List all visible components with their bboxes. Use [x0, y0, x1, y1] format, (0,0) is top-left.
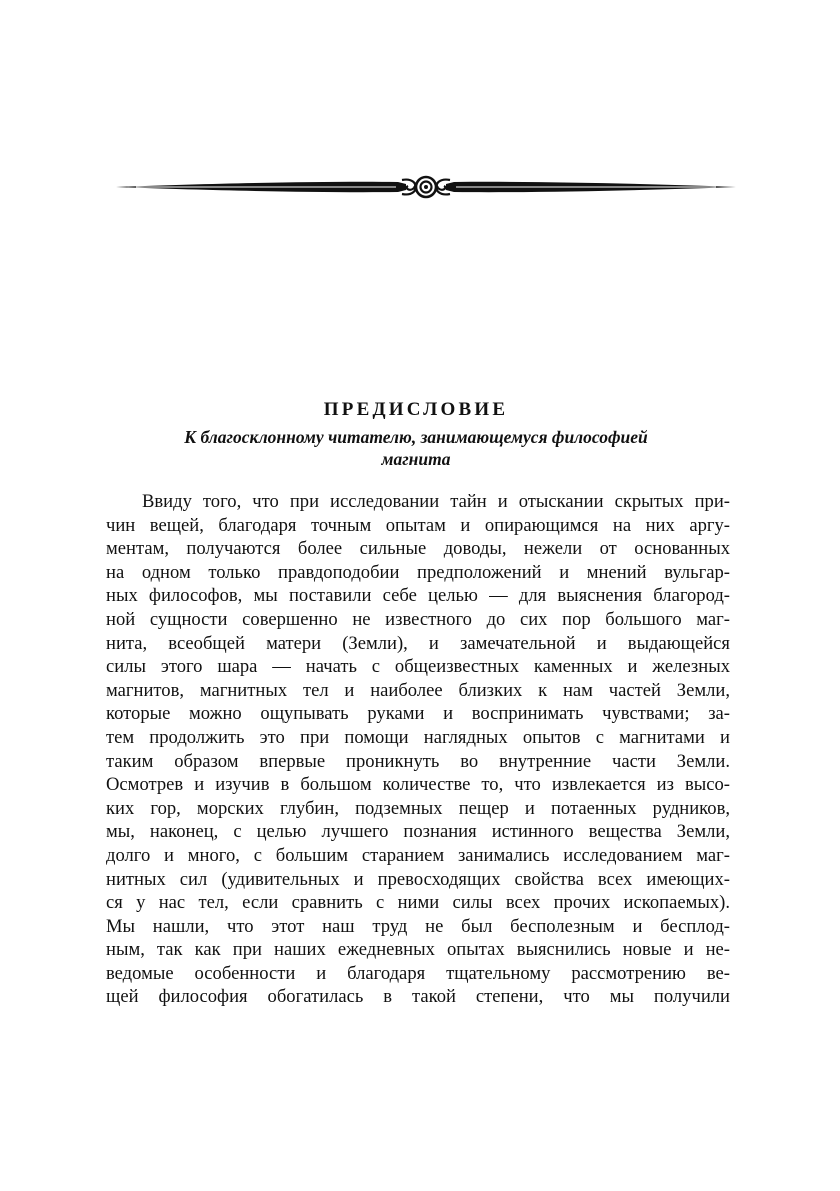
- text-line: Мы нашли, что этот наш труд не был бесполезным и бесплод-: [106, 915, 730, 937]
- text-line: ных философов, мы поставили себе целью — для выяснения благород-: [106, 585, 730, 607]
- text-line: щей философия обогатилась в такой степени, что мы получили: [106, 986, 730, 1008]
- text-line: магнитов, магнитных тел и наиболее близких к нам частей Земли,: [106, 679, 730, 701]
- page-title: ПРЕДИСЛОВИЕ: [323, 399, 509, 420]
- body-paragraph: [106, 490, 730, 1009]
- text-line: ментам, получаются более сильные доводы, нежели от основанных: [106, 538, 730, 560]
- text-line: ких гор, морских глубин, подземных пещер и потаенных рудников,: [106, 797, 730, 819]
- subtitle-line: К благосклонному читателю, занимающемуся философией: [184, 427, 648, 447]
- text-line: ным, так как при наших ежедневных опытах выяснились новые и не-: [106, 939, 730, 961]
- divider-ornament-icon: [116, 170, 736, 204]
- text-line: Ввиду того, что при исследовании тайн и отыскании скрытых при-: [142, 491, 730, 512]
- text-line: на одном только правдоподобии предположений и мнений вульгар-: [106, 561, 730, 583]
- text-line: Осмотрев и изучив в большом количестве то, что извлекается из высо-: [106, 774, 730, 796]
- text-line: таким образом впервые проникнуть во внутренние части Земли.: [106, 750, 730, 772]
- text-line: ся у нас тел, если сравнить с ними силы всех прочих ископаемых).: [106, 892, 730, 914]
- text-line: нита, всеобщей матери (Земли), и замечательной и выдающейся: [106, 632, 730, 654]
- text-line: чин вещей, благодаря точным опытам и опирающимся на них аргу-: [106, 514, 730, 536]
- subtitle-line: магнита: [381, 449, 451, 469]
- text-line: ной сущности совершенно не известного до сих пор большого маг-: [106, 608, 730, 630]
- text-line: нитных сил (удивительных и превосходящих свойства всех имеющих-: [106, 868, 730, 890]
- text-line: тем продолжить это при помощи наглядных опытов с магнитами и: [106, 726, 730, 748]
- text-line: силы этого шара — начать с общеизвестных каменных и железных: [106, 656, 730, 678]
- page-subtitle: [96, 426, 736, 470]
- text-line: мы, наконец, с целью лучшего познания истинного вещества Земли,: [106, 821, 730, 843]
- text-line: долго и много, с большим старанием занимались исследованием маг-: [106, 844, 730, 866]
- text-line: которые можно ощупывать руками и воспринимать чувствами; за-: [106, 703, 730, 725]
- text-line: ведомые особенности и благодаря тщательному рассмотрению ве-: [106, 962, 730, 984]
